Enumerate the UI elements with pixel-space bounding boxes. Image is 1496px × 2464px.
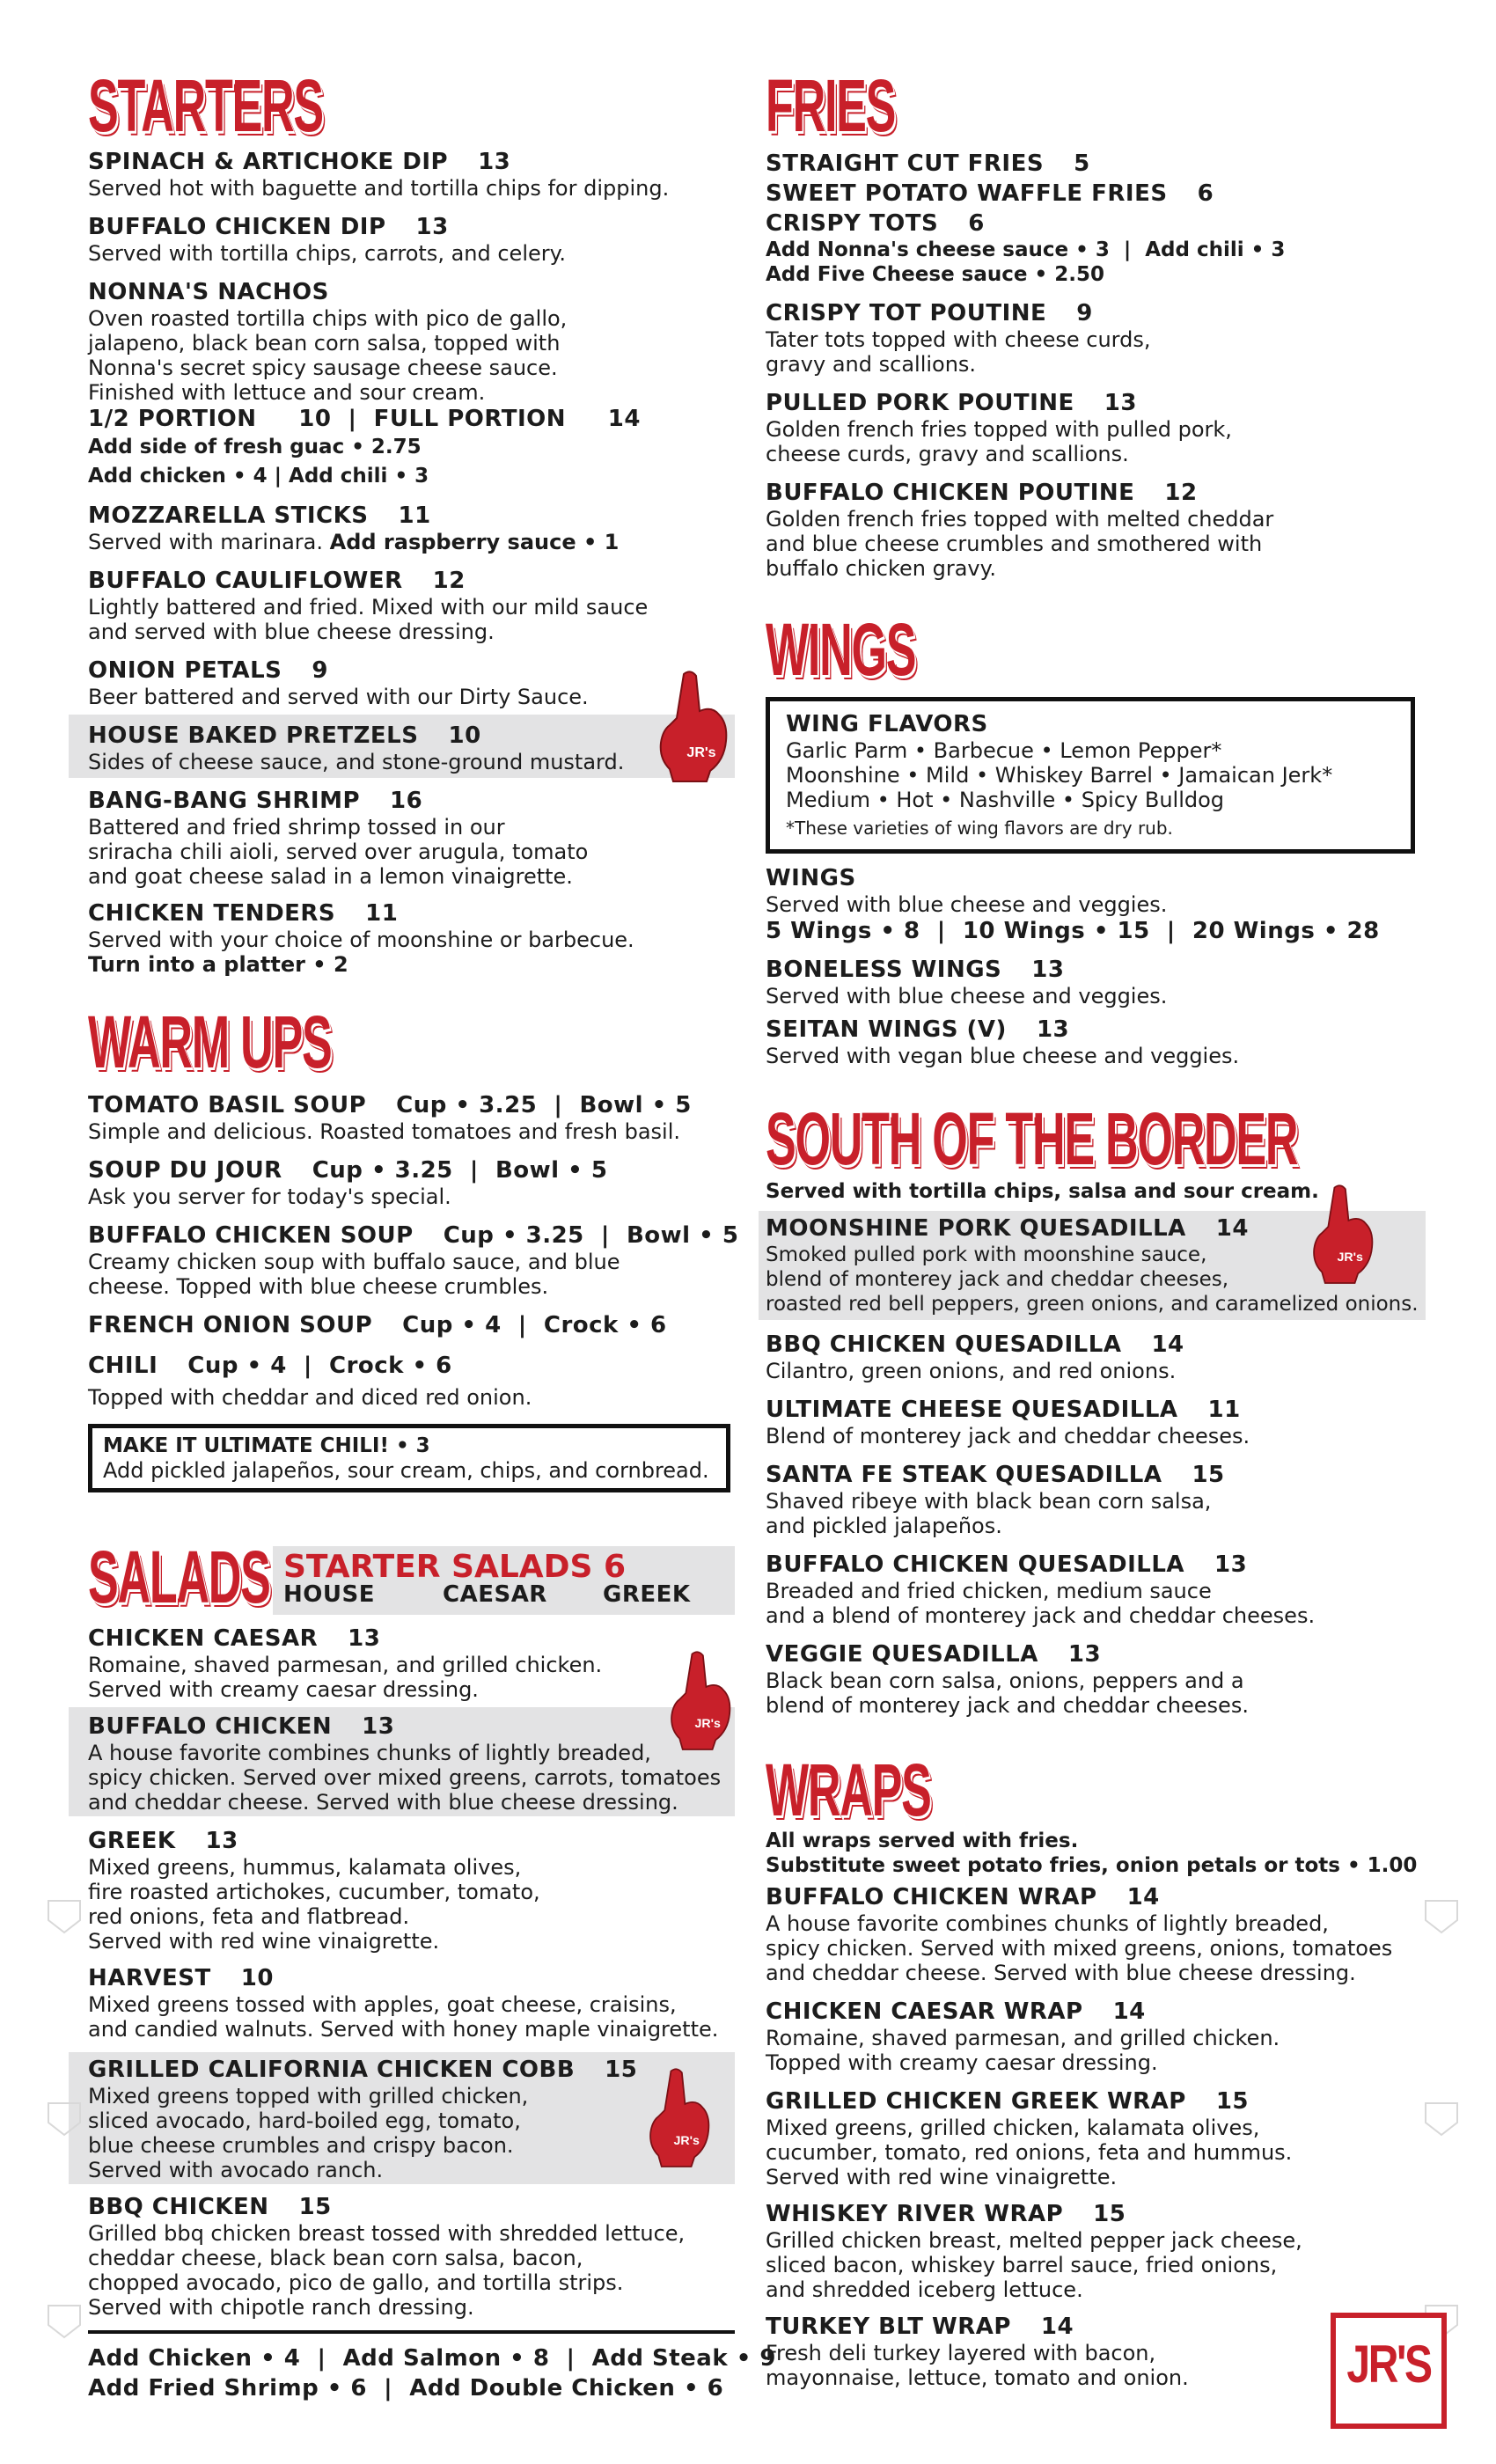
- starter-salad-option: HOUSE: [283, 1581, 375, 1608]
- menu-item: STRAIGHT CUT FRIES 5: [766, 150, 1090, 177]
- south-subtitle: Served with tortilla chips, salsa and sour cream.: [766, 1180, 1319, 1203]
- menu-item: CRISPY TOTS 6 Add Nonna's cheese sauce • 3 | Add chili • 3 Add Five Cheese sauce • 2.50: [766, 210, 1286, 286]
- warm-ups-heading: WARM UPS: [88, 1001, 332, 1083]
- menu-item: SANTA FE STEAK QUESADILLA 15 Shaved ribeye with black bean corn salsa, and pickled jalapeños.: [766, 1462, 1225, 1538]
- menu-item: BUFFALO CAULIFLOWER 12 Lightly battered and fried. Mixed with our mild sauce and served with blue cheese dressing.: [88, 568, 649, 644]
- foam-finger-label: JR's: [1337, 1250, 1363, 1265]
- menu-item: BANG-BANG SHRIMP 16 Battered and fried shrimp tossed in our sriracha chili aioli, served over arugula, tomato and goat cheese salad in a lemon vinaigrette.: [88, 788, 589, 889]
- wing-flavors-box: WING FLAVORS Garlic Parm • Barbecue • Lemon Pepper* Moonshine • Mild • Whiskey Barrel • Jamaican Jerk* Medium • Hot • Nashville • Spicy Bulldog *These varieties of wing flavors are dry rub.: [766, 697, 1415, 854]
- menu-item: VEGGIE QUESADILLA 13 Black bean corn salsa, onions, peppers and a blend of monterey jack and cheddar cheeses.: [766, 1641, 1249, 1718]
- menu-item: TURKEY BLT WRAP 14 Fresh deli turkey layered with bacon, mayonnaise, lettuce, tomato and onion.: [766, 2314, 1189, 2390]
- jrs-logo: JR'S: [1331, 2313, 1447, 2429]
- menu-item: TOMATO BASIL SOUP Cup • 3.25 | Bowl • 5 Simple and delicious. Roasted tomatoes and fresh basil.: [88, 1092, 692, 1144]
- wraps-heading: WRAPS: [766, 1749, 931, 1831]
- menu-item: SPINACH & ARTICHOKE DIP 13 Served hot with baguette and tortilla chips for dipping.: [88, 149, 670, 201]
- foam-finger-label: JR's: [694, 1717, 721, 1732]
- menu-item: WINGS Served with blue cheese and veggies. 5 Wings • 8 | 10 Wings • 15 | 20 Wings • 28: [766, 865, 1380, 944]
- menu-item: BBQ CHICKEN 15 Grilled bbq chicken breast tossed with shredded lettuce, cheddar cheese, black bean corn salsa, bacon, chopped avocado, pico de gallo, and tortilla strips. Served with chipotle ranch dressing.: [88, 2194, 686, 2320]
- menu-item: WHISKEY RIVER WRAP 15 Grilled chicken breast, melted pepper jack cheese, sliced bacon, whiskey barrel sauce, fried onions, and shredded iceberg lettuce.: [766, 2201, 1302, 2302]
- menu-item: HARVEST 10 Mixed greens tossed with apples, goat cheese, craisins, and candied walnuts. Served with honey maple vinaigrette.: [88, 1965, 719, 2042]
- starters-heading: STARTERS: [88, 64, 323, 147]
- starter-salads-title: STARTER SALADS 6: [283, 1549, 627, 1585]
- menu-item: CHILI Cup • 4 | Crock • 6 Topped with cheddar and diced red onion.: [88, 1353, 532, 1410]
- menu-item: CHICKEN CAESAR WRAP 14 Romaine, shaved parmesan, and grilled chicken. Topped with creamy caesar dressing.: [766, 1998, 1280, 2075]
- menu-item: SOUP DU JOUR Cup • 3.25 | Bowl • 5 Ask you server for today's special.: [88, 1157, 608, 1209]
- menu-item: FRENCH ONION SOUP Cup • 4 | Crock • 6: [88, 1312, 667, 1338]
- menu-item: ULTIMATE CHEESE QUESADILLA 11 Blend of monterey jack and cheddar cheeses.: [766, 1397, 1250, 1448]
- menu-item: CHICKEN CAESAR 13 Romaine, shaved parmesan, and grilled chicken. Served with creamy caesar dressing.: [88, 1625, 603, 1702]
- foam-finger-label: JR's: [686, 745, 716, 760]
- menu-item: ONION PETALS 9 Beer battered and served with our Dirty Sauce.: [88, 657, 589, 709]
- wraps-subtitle: All wraps served with fries. Substitute sweet potato fries, onion petals or tots • 1.00: [766, 1830, 1418, 1877]
- foam-finger-icon: [667, 1647, 737, 1753]
- menu-item: PULLED PORK POUTINE 13 Golden french fries topped with pulled pork, cheese curds, gravy and scallions.: [766, 390, 1232, 466]
- south-of-the-border-heading: SOUTH OF THE BORDER: [766, 1097, 1298, 1180]
- menu-item: SWEET POTATO WAFFLE FRIES 6: [766, 180, 1214, 207]
- foam-finger-label: JR's: [673, 2134, 700, 2149]
- menu-item: BONELESS WINGS 13 Served with blue cheese and veggies.: [766, 957, 1168, 1008]
- menu-item: CRISPY TOT POUTINE 9 Tater tots topped with cheese curds, gravy and scallions.: [766, 300, 1151, 377]
- menu-item: SEITAN WINGS (V) 13 Served with vegan blue cheese and veggies.: [766, 1016, 1240, 1068]
- salads-heading: SALADS: [88, 1536, 270, 1618]
- menu-item: HOUSE BAKED PRETZELS 10 Sides of cheese sauce, and stone-ground mustard.: [88, 722, 625, 774]
- fries-heading: FRIES: [766, 64, 896, 147]
- menu-item: BUFFALO CHICKEN WRAP 14 A house favorite combines chunks of lightly breaded, spicy chicken. Served with mixed greens, onions, tomatoes and cheddar cheese. Served with blue cheese dressing.: [766, 1884, 1393, 1985]
- starter-salad-option: GREEK: [603, 1581, 691, 1608]
- menu-item: BUFFALO CHICKEN DIP 13 Served with tortilla chips, carrots, and celery.: [88, 214, 567, 266]
- foam-finger-icon: [656, 669, 735, 783]
- menu-item: CHICKEN TENDERS 11 Served with your choice of moonshine or barbecue. Turn into a platter • 2: [88, 900, 634, 977]
- menu-item: GREEK 13 Mixed greens, hummus, kalamata olives, fire roasted artichokes, cucumber, tomato, red onions, feta and flatbread. Served with red wine vinaigrette.: [88, 1828, 540, 1954]
- menu-item: GRILLED CHICKEN GREEK WRAP 15 Mixed greens, grilled chicken, kalamata olives, cucumber, tomato, red onions, feta and hummus. Served with red wine vinaigrette.: [766, 2088, 1293, 2189]
- menu-item: NONNA'S NACHOS Oven roasted tortilla chips with pico de gallo, jalapeno, black bean corn salsa, topped with Nonna's secret spicy sausage cheese sauce. Finished with lettuce and sour cream. 1/2 PORTION 10 | FULL PORTION 14 Add side of fresh guac • 2.75 Add chicken • 4 | Add chili • 3: [88, 279, 641, 488]
- menu-item: BUFFALO CHICKEN SOUP Cup • 3.25 | Bowl • 5 Creamy chicken soup with buffalo sauce, and blue cheese. Topped with blue cheese crumbles.: [88, 1222, 739, 1299]
- menu-item: MOZZARELLA STICKS 11 Served with marinara. Add raspberry sauce • 1: [88, 502, 620, 554]
- wings-heading: WINGS: [766, 608, 916, 691]
- menu-item: MOONSHINE PORK QUESADILLA 14 Smoked pulled pork with moonshine sauce, blend of monterey jack and cheddar cheeses, roasted red bell peppers, green onions, and caramelized onions.: [766, 1215, 1419, 1316]
- base-plate-pattern: [0, 1874, 1496, 2438]
- starter-salad-option: CAESAR: [443, 1581, 547, 1608]
- ultimate-chili-box: MAKE IT ULTIMATE CHILI! • 3 Add pickled jalapeños, sour cream, chips, and cornbread.: [88, 1424, 730, 1492]
- menu-item: BUFFALO CHICKEN QUESADILLA 13 Breaded and fried chicken, medium sauce and a blend of monterey jack and cheddar cheeses.: [766, 1551, 1316, 1628]
- salad-addons-line1: Add Chicken • 4 | Add Salmon • 8 | Add Steak • 9: [88, 2345, 776, 2372]
- menu-item: BUFFALO CHICKEN 13 A house favorite combines chunks of lightly breaded, spicy chicken. Served over mixed greens, carrots, tomatoes and cheddar cheese. Served with blue cheese dressing.: [88, 1713, 722, 1815]
- menu-item: GRILLED CALIFORNIA CHICKEN COBB 15 Mixed greens topped with grilled chicken, sliced avocado, hard-boiled egg, tomato, blue cheese crumbles and crispy bacon. Served with avocado ranch.: [88, 2057, 638, 2182]
- salad-addons-line2: Add Fried Shrimp • 6 | Add Double Chicken • 6: [88, 2375, 724, 2402]
- menu-item: BBQ CHICKEN QUESADILLA 14 Cilantro, green onions, and red onions.: [766, 1331, 1184, 1383]
- menu-item: BUFFALO CHICKEN POUTINE 12 Golden french fries topped with melted cheddar and blue cheese crumbles and smothered with buffalo chicken gravy.: [766, 480, 1274, 581]
- foam-finger-icon: [1309, 1181, 1380, 1287]
